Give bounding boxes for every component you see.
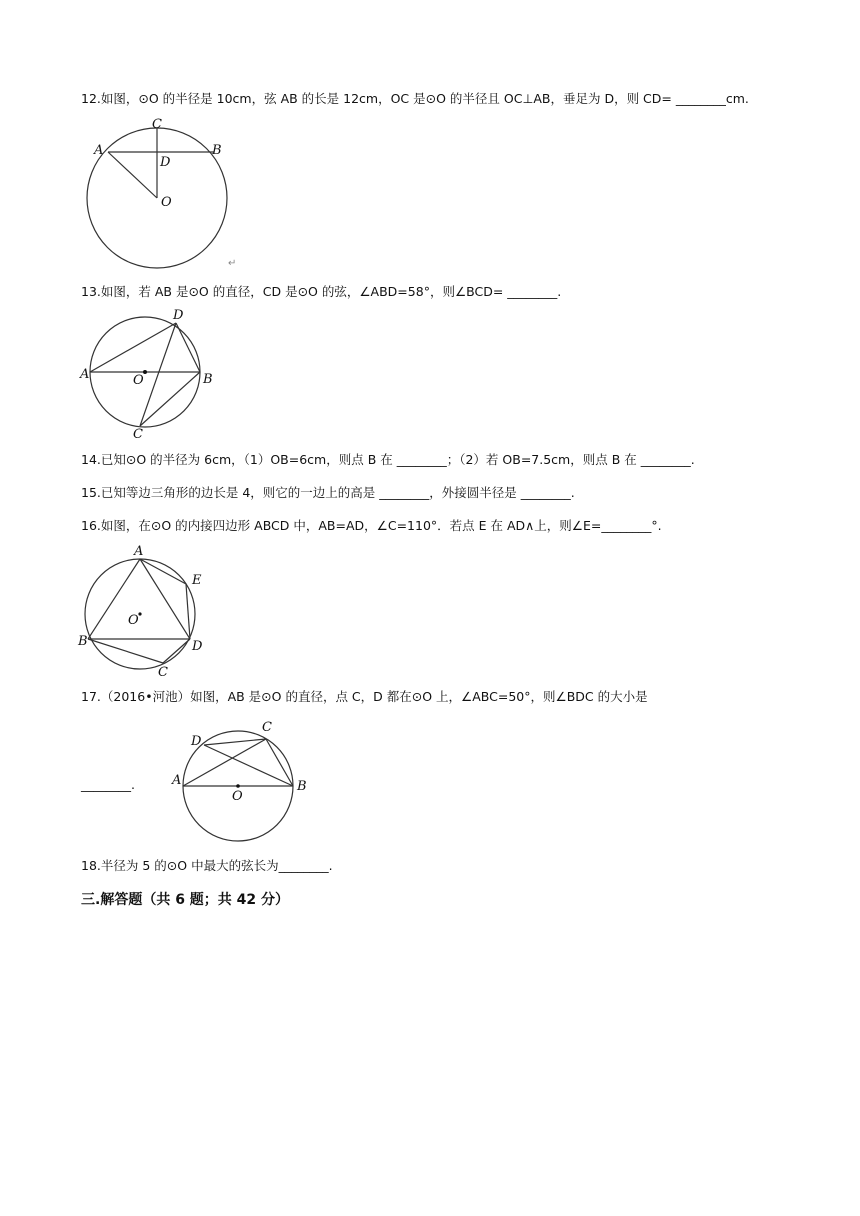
label-o: O: [161, 195, 172, 210]
chord-ed: [186, 584, 190, 639]
label-o: O: [128, 613, 139, 628]
chord-cb: [266, 739, 293, 786]
question-15-text: 15.已知等边三角形的边长是 4，则它的一边上的高是 ________，外接圆半径是 ________.: [81, 485, 575, 500]
chord-ad: [90, 323, 176, 372]
figure-17-diagram: [170, 715, 320, 845]
label-b: B: [212, 143, 222, 158]
question-17-blank: ________.: [81, 777, 135, 792]
label-d: D: [192, 639, 203, 654]
question-17-text: 17.（2016•河池）如图，AB 是⊙O 的直径，点 C，D 都在⊙O 上，∠ABC=50°，则∠BDC 的大小是: [81, 689, 648, 704]
figure-12: [86, 118, 246, 273]
figure-13: [78, 305, 218, 445]
label-o: O: [133, 373, 144, 388]
figure-16-diagram: [78, 542, 218, 682]
chord-cd: [163, 639, 190, 663]
label-b: B: [297, 779, 307, 794]
chord-db: [204, 745, 293, 786]
figure-16: [78, 542, 218, 682]
label-b: B: [78, 634, 88, 649]
figure-13-diagram: [78, 305, 218, 445]
radius-oa: [108, 152, 157, 198]
label-c: C: [158, 665, 168, 680]
label-d: D: [160, 155, 171, 170]
label-b: B: [203, 372, 213, 387]
figure-12-diagram: [86, 118, 246, 273]
label-c: C: [262, 720, 272, 735]
chord-ae: [140, 559, 186, 584]
center-point: [236, 784, 240, 788]
label-c: C: [152, 117, 162, 132]
chord-db: [176, 323, 200, 372]
question-13-text: 13.如图，若 AB 是⊙O 的直径，CD 是⊙O 的弦，∠ABD=58°，则∠BCD= ________.: [81, 284, 562, 299]
paragraph-mark: ↵: [228, 258, 237, 269]
label-d: D: [191, 734, 202, 749]
label-a: A: [172, 773, 182, 788]
label-c: C: [133, 427, 143, 442]
question-16-text: 16.如图，在⊙O 的内接四边形 ABCD 中，AB=AD，∠C=110°．若点 E 在 AD∧上，则∠E=________°.: [81, 518, 662, 533]
label-o: O: [232, 789, 243, 804]
question-18-text: 18.半径为 5 的⊙O 中最大的弦长为________.: [81, 858, 333, 873]
label-e: E: [192, 573, 202, 588]
question-14-text: 14.已知⊙O 的半径为 6cm，（1）OB=6cm，则点 B 在 ________；（2）若 OB=7.5cm，则点 B 在 ________.: [81, 452, 695, 467]
center-point: [138, 612, 141, 615]
label-a: A: [80, 367, 90, 382]
label-d: D: [173, 308, 184, 323]
label-a: A: [134, 544, 144, 559]
section-3-heading: 三.解答题（共 6 题；共 42 分）: [81, 892, 290, 908]
chord-ad: [140, 559, 190, 639]
question-12-text: 12.如图，⊙O 的半径是 10cm，弦 AB 的长是 12cm，OC 是⊙O 的半径且 OC⊥AB，垂足为 D，则 CD= ________cm.: [81, 91, 749, 106]
label-a: A: [94, 143, 104, 158]
figure-17: [170, 715, 320, 845]
